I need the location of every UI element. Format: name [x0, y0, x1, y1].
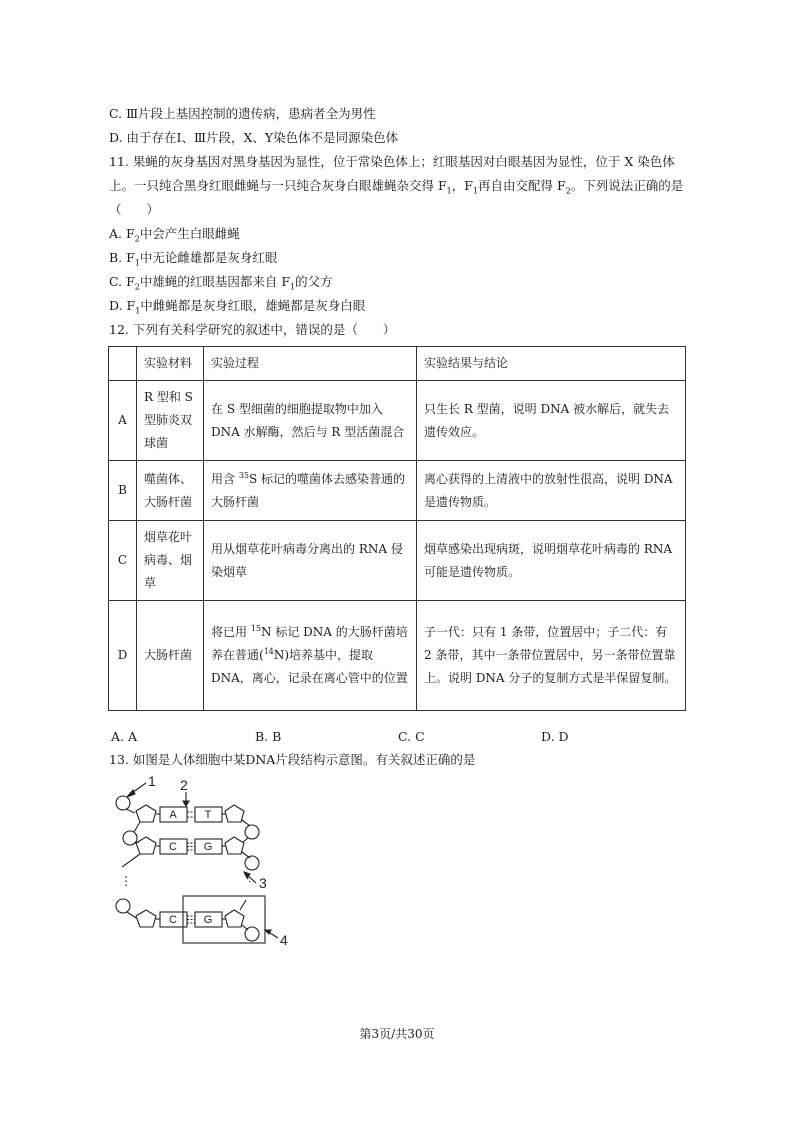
label-1: 1 — [148, 773, 156, 789]
material-cell: R 型和 S 型肺炎双球菌 — [137, 381, 204, 461]
result-cell: 烟草感染出现病斑，说明烟草花叶病毒的 RNA 可能是遗传物质。 — [417, 521, 686, 601]
answer-option-b: B. B — [255, 729, 282, 744]
phosphate-circle — [245, 856, 259, 870]
arrow-2-head — [183, 801, 189, 806]
q13-stem: 13. 如图是人体细胞中某DNA片段结构示意图。有关叙述正确的是 — [109, 752, 476, 767]
arrow-1-head — [127, 790, 135, 797]
result-cell: 只生长 R 型菌，说明 DNA 被水解后，就失去遗传效应。 — [417, 381, 686, 461]
page-footer: 第3页/共30页 — [359, 1027, 435, 1041]
row-letter: B — [109, 461, 137, 521]
base-letter: G — [203, 914, 213, 926]
deoxyribose-pentagon — [136, 805, 156, 822]
table-header-cell — [109, 347, 137, 381]
deoxyribose-pentagon — [225, 837, 244, 854]
material-cell: 噬菌体、大肠杆菌 — [137, 461, 204, 521]
phosphate-circle — [245, 927, 259, 941]
material-cell: 大肠杆菌 — [137, 601, 204, 711]
q12-stem: 12. 下列有关科学研究的叙述中，错误的是（ ） — [109, 322, 396, 337]
label-3: 3 — [259, 875, 267, 891]
continuation-dots: ⋮ — [120, 874, 132, 888]
q11-stem-1: 11. 果蝇的灰身基因对黑身基因为显性，位于常染色体上；红眼基因对白眼基因为显性，位于 X 染色体 — [109, 154, 675, 169]
base-letter: T — [204, 809, 212, 821]
backbone-bond — [134, 822, 140, 832]
answer-option-c: C. C — [398, 729, 425, 744]
base-letter: G — [203, 841, 213, 853]
backbone-bond — [240, 900, 246, 910]
base-letter: C — [169, 914, 177, 926]
table-header-cell: 实验结果与结论 — [417, 347, 686, 381]
answer-option-d: D. D — [541, 729, 569, 744]
table-header-cell: 实验过程 — [204, 347, 417, 381]
backbone-bond — [126, 809, 135, 813]
dna-structure-diagram — [100, 770, 310, 955]
table-row — [109, 381, 686, 461]
label-4: 4 — [280, 932, 288, 948]
deoxyribose-pentagon — [136, 910, 156, 927]
phosphate-circle — [116, 899, 130, 913]
table-header-cell: 实验材料 — [137, 347, 204, 381]
experiment-table — [108, 346, 686, 711]
deoxyribose-pentagon — [225, 910, 244, 927]
material-cell: 烟草花叶病毒、烟草 — [137, 521, 204, 601]
base-letter: A — [169, 809, 177, 821]
backbone-bond — [122, 854, 140, 867]
table-row — [109, 461, 686, 521]
result-cell: 离心获得的上清液中的放射性很高，说明 DNA 是遗传物质。 — [417, 461, 686, 521]
q11-option-b: B. $F_1$中无论雌雄都是灰身红眼 — [109, 250, 278, 268]
q11-option-d: D. $F_1$中雌蝇都是灰身红眼，雄蝇都是灰身白眼 — [109, 298, 366, 316]
q11-option-c: C. $F_2$中雄蝇的红眼基因都来自 $F_1$的父方 — [109, 274, 333, 292]
row-letter: D — [109, 601, 137, 711]
backbone-bond — [242, 820, 250, 826]
q11-answer-bracket: （ ） — [109, 202, 160, 217]
hydrogen-bonds — [187, 812, 195, 923]
deoxyribose-pentagon — [225, 805, 244, 822]
table-row — [109, 521, 686, 601]
table-header-row — [109, 347, 686, 381]
backbone-bond — [243, 838, 248, 842]
backbone-bond — [127, 912, 136, 918]
row-letter: C — [109, 521, 137, 601]
q11-option-a: A. $F_2$中会产生白眼雌蝇 — [109, 226, 240, 244]
phosphate-circle — [116, 796, 130, 810]
base-letter: C — [169, 841, 177, 853]
row-letter: A — [109, 381, 137, 461]
result-cell: 子一代：只有 1 条带，位置居中；子二代：有 2 条带，其中一条带位置居中，另一条带位置靠上。说明 DNA 分子的复制方式是半保留复制。 — [417, 601, 686, 711]
process-cell: 用从烟草花叶病毒分离出的 RNA 侵染烟草 — [204, 521, 417, 601]
process-cell: 用含 $^{35}$S 标记的噬菌体去感染普通的大肠杆菌 — [204, 461, 417, 521]
table-row — [109, 601, 686, 711]
option-d-line: D. 由于存在Ⅰ、Ⅲ片段，X、Y染色体不是同源染色体 — [109, 130, 399, 145]
option-c-line: C. Ⅲ片段上基因控制的遗传病，患病者全为男性 — [109, 106, 376, 121]
label-2: 2 — [180, 777, 188, 793]
answer-option-a: A. A — [111, 729, 138, 744]
q11-stem-2: 上。一只纯合黑身红眼雌蝇与一只纯合灰身白眼雄蝇杂交得 $F_1$，$F_1$再自由交配得 $F_2$。下列说法正确的是 — [109, 178, 684, 196]
phosphate-circle — [245, 825, 259, 839]
process-cell: 将已用 $^{15}$N 标记 DNA 的大肠杆菌培养在普通($^{14}$N)培养基中，提取 DNA，离心，记录在离心管中的位置 — [204, 601, 417, 711]
process-cell: 在 S 型细菌的细胞提取物中加入 DNA 水解酶，然后与 R 型活菌混合 — [204, 381, 417, 461]
deoxyribose-pentagon — [136, 837, 156, 854]
